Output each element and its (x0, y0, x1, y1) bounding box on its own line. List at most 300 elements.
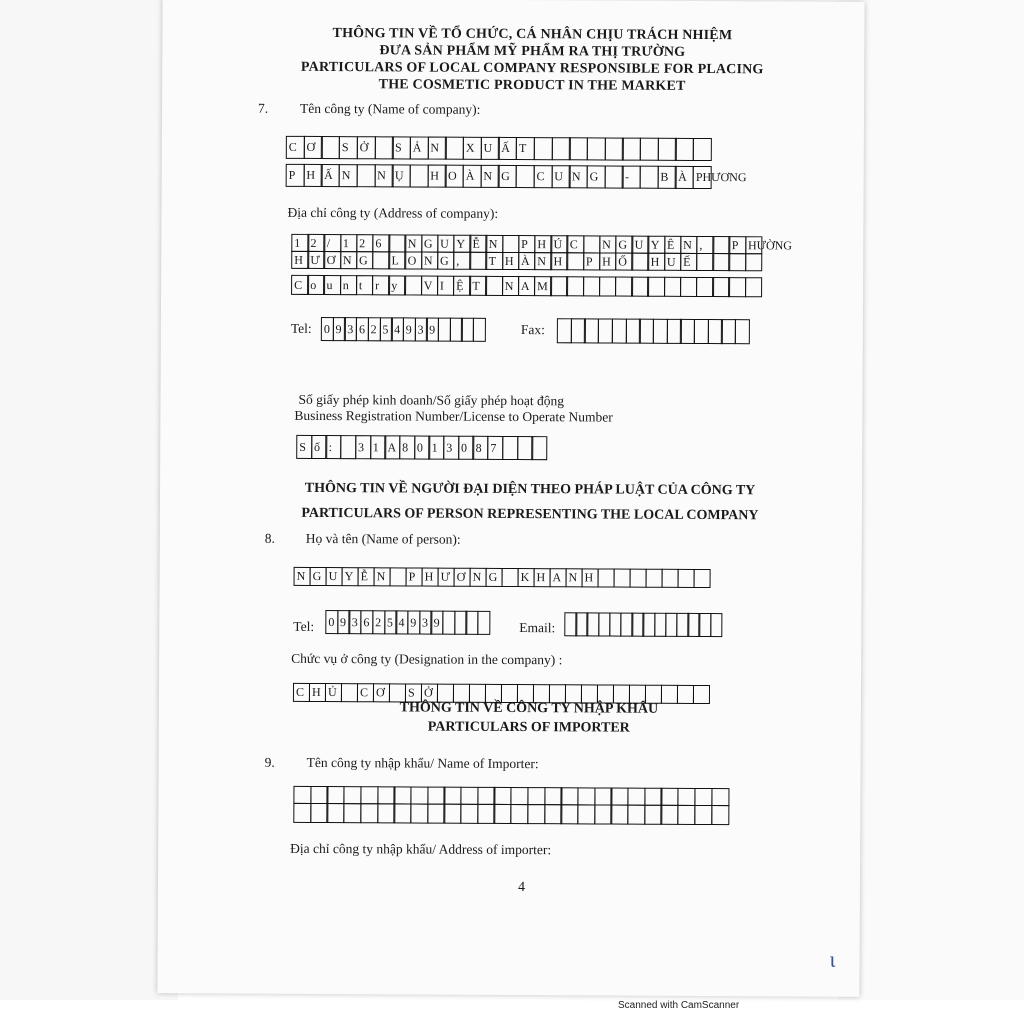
form-char-box: H (291, 251, 309, 269)
form-char-box (622, 138, 641, 161)
document-page (157, 0, 864, 997)
form-char-box: 3 (414, 317, 427, 341)
form-char-box: Ê (664, 236, 682, 254)
form-char-box: 1 (370, 435, 386, 459)
form-char-box: Ố (615, 253, 633, 271)
form-char-box (640, 166, 659, 189)
form-char-box: G (310, 567, 327, 586)
form-char-box: Ơ (303, 136, 322, 159)
form-char-box (394, 786, 412, 804)
form-char-box (372, 251, 390, 269)
form-char-box (293, 786, 311, 804)
form-char-box: O (445, 165, 464, 188)
form-char-box (640, 138, 659, 161)
form-char-box: N (421, 252, 439, 270)
form-char-box (677, 805, 695, 825)
person-tel-grid[interactable] (325, 610, 490, 635)
form-char-box (531, 436, 547, 460)
company-address-grid-row3[interactable] (291, 275, 762, 297)
form-char-box (561, 804, 579, 824)
form-char-box: n (340, 275, 358, 295)
form-char-box: HƯỜNG (745, 236, 763, 254)
form-char-box: S (296, 435, 312, 459)
form-char-box (604, 165, 623, 188)
form-char-box: Ú (551, 235, 569, 253)
form-char-box (567, 276, 585, 296)
form-char-box: G (615, 236, 633, 254)
form-char-box: N (427, 137, 446, 160)
form-char-box (614, 569, 631, 588)
form-char-box: 8 (399, 435, 415, 459)
form-char-box: N (566, 568, 583, 587)
form-char-box: U (551, 165, 570, 188)
form-char-box: P (518, 235, 536, 253)
form-char-box: N (340, 251, 358, 269)
form-char-box: - (622, 166, 641, 189)
company-name-grid-row1[interactable] (286, 136, 712, 161)
form-char-box: G (587, 165, 606, 188)
form-char-box (477, 611, 490, 635)
form-char-box (696, 277, 714, 297)
form-char-box (577, 804, 595, 824)
form-char-box (477, 787, 495, 805)
company-tel-label: Tel: (290, 320, 312, 336)
form-char-box (631, 277, 649, 297)
form-char-box: G (437, 252, 455, 270)
form-char-box: Ơ (454, 568, 471, 587)
form-char-box: N (374, 164, 393, 187)
form-char-box: 2 (307, 234, 325, 252)
form-char-box (516, 165, 535, 188)
form-char-box (340, 435, 356, 459)
form-char-box (517, 436, 533, 460)
form-char-box: N (599, 235, 617, 253)
company-fax-label: Fax: (520, 322, 545, 338)
license-label-vi: Số giấy phép kinh doanh/Số giấy phép hoạt động (298, 391, 565, 409)
person-name-label: Họ và tên (Name of person): (305, 530, 461, 547)
form-char-box: 9 (333, 317, 346, 341)
form-char-box: C (533, 165, 552, 188)
form-char-box: 5 (384, 610, 397, 634)
form-char-box: 3 (349, 610, 362, 634)
item-number-9: 9. (264, 754, 275, 770)
form-char-box: G (356, 251, 374, 269)
form-char-box (485, 276, 503, 296)
form-char-box (587, 137, 606, 160)
form-char-box: Ụ (392, 164, 411, 187)
form-char-box (534, 137, 553, 160)
form-char-box: H (534, 568, 551, 587)
header-line-1: THÔNG TIN VỀ TỔ CHỨC, CÁ NHÂN CHỊU TRÁCH NHIỆM (332, 26, 733, 44)
form-char-box: 1 (291, 234, 309, 252)
form-char-box (502, 568, 519, 587)
form-char-box: 6 (356, 317, 369, 341)
form-char-box (627, 788, 645, 806)
form-char-box (527, 804, 545, 824)
form-char-box (694, 569, 711, 588)
form-char-box: Ư (307, 251, 325, 269)
form-char-box (469, 252, 487, 270)
form-char-box (360, 786, 378, 804)
form-char-box: H (309, 683, 326, 702)
handwritten-mark: ɩ (829, 946, 836, 972)
company-address-grid-row2[interactable] (291, 251, 762, 271)
form-char-box: H (582, 568, 599, 587)
scanner-watermark: Scanned with CamScanner (618, 1000, 740, 1011)
form-char-box (544, 787, 562, 805)
form-char-box (583, 235, 601, 253)
form-char-box: Ơ (324, 251, 342, 269)
form-char-box (377, 786, 395, 804)
form-char-box (310, 786, 328, 804)
form-char-box: Y (342, 567, 359, 586)
header-line-2: ĐƯA SẢN PHẨM MỸ PHẨM RA THỊ TRƯỜNG (379, 43, 686, 60)
form-char-box: P (406, 567, 423, 586)
form-char-box: Ư (438, 568, 455, 587)
form-char-box (711, 805, 729, 825)
form-char-box (494, 787, 512, 805)
form-char-box: 0 (321, 317, 334, 341)
form-char-box: 2 (372, 610, 385, 634)
form-char-box: C (293, 683, 310, 702)
header-line-4: THE COSMETIC PRODUCT IN THE MARKET (378, 77, 686, 94)
form-char-box: Ễ (470, 235, 488, 253)
form-char-box: o (307, 275, 325, 295)
form-char-box (599, 276, 617, 296)
company-name-grid-row2[interactable] (286, 164, 747, 189)
form-char-box: t (356, 275, 374, 295)
form-char-box (569, 137, 588, 160)
form-char-box (410, 164, 429, 187)
form-char-box: P (286, 164, 305, 187)
form-char-box: T (486, 252, 504, 270)
form-char-box (343, 803, 361, 823)
form-char-box: 3 (344, 317, 357, 341)
form-char-box (745, 277, 763, 297)
form-char-box (404, 275, 422, 295)
item-number-7: 7. (257, 100, 269, 116)
form-char-box (527, 787, 545, 805)
form-char-box: 9 (403, 317, 416, 341)
form-char-box (310, 803, 328, 823)
form-char-box (444, 787, 462, 805)
form-char-box: H (599, 252, 617, 270)
form-char-box (567, 252, 585, 270)
importer-name-grid-row2[interactable] (293, 803, 729, 825)
scan-background-left (0, 0, 178, 1000)
form-char-box (661, 805, 679, 825)
form-char-box: 6 (372, 234, 390, 252)
license-number-grid[interactable] (296, 435, 547, 460)
importer-section-title-en: PARTICULARS OF IMPORTER (427, 719, 630, 736)
form-char-box: 9 (337, 610, 350, 634)
form-char-box: H (502, 252, 520, 270)
form-char-box (680, 277, 698, 297)
form-char-box (583, 276, 601, 296)
form-char-box (377, 803, 395, 823)
form-char-box: 2 (368, 317, 381, 341)
form-char-box: 4 (391, 317, 404, 341)
importer-address-label: Địa chỉ công ty nhập khẩu/ Address of importer: (290, 840, 552, 858)
form-char-box (712, 277, 730, 297)
form-char-box (598, 568, 615, 587)
form-char-box: 0 (414, 435, 430, 459)
form-char-box (410, 786, 428, 804)
form-char-box (577, 787, 595, 805)
form-char-box: U (326, 567, 343, 586)
form-char-box: N (569, 165, 588, 188)
item-number-8: 8. (264, 530, 275, 546)
form-char-box: U (664, 253, 682, 271)
form-char-box (630, 569, 647, 588)
form-char-box: N (480, 165, 499, 188)
person-name-grid[interactable] (294, 567, 711, 588)
form-char-box (644, 788, 662, 806)
form-char-box (494, 804, 512, 824)
form-char-box (694, 788, 712, 806)
form-char-box: I (437, 276, 455, 296)
form-char-box (510, 804, 528, 824)
form-char-box (394, 803, 412, 823)
form-char-box: Ấ (498, 137, 517, 160)
form-char-box: / (324, 234, 342, 252)
form-char-box: C (567, 235, 585, 253)
form-char-box: N (339, 164, 358, 187)
form-char-box: T (516, 137, 535, 160)
form-char-box: H (303, 164, 322, 187)
form-char-box (293, 803, 311, 823)
form-char-box: P (583, 252, 601, 270)
form-char-box (678, 788, 696, 806)
form-char-box: U (437, 235, 455, 253)
importer-name-label: Tên công ty nhập khẩu/ Name of Importer: (306, 754, 539, 772)
form-char-box: 9 (407, 610, 420, 634)
form-char-box: 3 (355, 435, 371, 459)
form-char-box (551, 137, 570, 160)
form-char-box: N (486, 235, 504, 253)
form-char-box (631, 253, 649, 271)
company-tel-grid[interactable] (321, 317, 486, 342)
form-char-box: G (498, 165, 517, 188)
form-char-box: H (534, 235, 552, 253)
representative-section-title-vi: THÔNG TIN VỀ NGƯỜI ĐẠI DIỆN THEO PHÁP LUẬT CỦA CÔNG TY (304, 480, 756, 499)
form-char-box (502, 235, 520, 253)
form-char-box (693, 138, 712, 161)
form-char-box: N (405, 234, 423, 252)
form-char-box (664, 277, 682, 297)
form-char-box (745, 253, 763, 271)
form-char-box: , (453, 252, 471, 270)
form-char-box: : (326, 435, 342, 459)
form-char-box (444, 804, 462, 824)
form-char-box: C (286, 136, 305, 159)
form-char-box: 8 (473, 436, 489, 460)
form-char-box: 3 (419, 611, 432, 635)
form-char-box: 6 (360, 610, 373, 634)
form-char-box (646, 569, 663, 588)
form-char-box: 9 (431, 611, 444, 635)
form-char-box: T (469, 276, 487, 296)
form-char-box (344, 786, 362, 804)
form-char-box: X (463, 137, 482, 160)
company-fax-grid[interactable] (557, 318, 750, 344)
form-char-box (427, 804, 445, 824)
form-char-box: Y (453, 235, 471, 253)
form-char-box (627, 805, 645, 825)
form-char-box: N (502, 276, 520, 296)
form-char-box: 4 (396, 610, 409, 634)
form-char-box (678, 569, 695, 588)
form-char-box: À (463, 165, 482, 188)
form-char-box: Ệ (453, 276, 471, 296)
form-char-box (410, 803, 428, 823)
page-number: 4 (517, 880, 525, 896)
form-char-box (356, 164, 375, 187)
form-char-box (712, 253, 730, 271)
form-char-box: A (518, 276, 536, 296)
form-char-box (460, 787, 478, 805)
form-char-box: u (323, 275, 341, 295)
form-char-box: C (291, 275, 309, 295)
form-char-box (696, 253, 714, 271)
form-char-box (711, 788, 729, 806)
form-char-box: U (481, 137, 500, 160)
form-char-box (445, 137, 464, 160)
form-char-box: N (470, 568, 487, 587)
form-char-box: N (294, 567, 311, 586)
form-char-box: G (421, 235, 439, 253)
form-char-box: 3 (443, 436, 459, 460)
form-char-box: N (534, 252, 552, 270)
form-char-box (511, 787, 529, 805)
form-char-box: 0 (325, 610, 338, 634)
form-char-box: À (675, 166, 694, 189)
form-char-box: PHƯƠNG (693, 166, 712, 189)
form-char-box: V (421, 276, 439, 296)
form-char-box (427, 787, 445, 805)
header-line-3: PARTICULARS OF LOCAL COMPANY RESPONSIBLE FOR PLACING (300, 59, 764, 78)
form-char-box: 1 (340, 234, 358, 252)
form-char-box (713, 236, 731, 254)
form-char-box: 2 (356, 234, 374, 252)
designation-label: Chức vụ ở công ty (Designation in the company) : (291, 650, 563, 668)
form-char-box: H (427, 165, 446, 188)
form-char-box (611, 805, 629, 825)
form-char-box (658, 138, 677, 161)
form-char-box: G (486, 568, 503, 587)
form-char-box: Ở (357, 136, 376, 159)
form-char-box: 7 (487, 436, 503, 460)
form-char-box: y (388, 275, 406, 295)
form-char-box (374, 136, 393, 159)
form-char-box: S (392, 136, 411, 159)
form-char-box (594, 804, 612, 824)
company-name-label: Tên công ty (Name of company): (299, 100, 481, 117)
form-char-box (615, 277, 633, 297)
form-char-box: K (518, 568, 535, 587)
form-char-box: H (550, 252, 568, 270)
form-char-box: Ả (410, 136, 429, 159)
form-char-box: H (648, 253, 666, 271)
scan-background-right (838, 0, 1024, 1000)
representative-section-title-en: PARTICULARS OF PERSON REPRESENTING THE LOCAL COMPANY (301, 505, 759, 524)
form-char-box (648, 277, 666, 297)
form-char-box (644, 805, 662, 825)
form-char-box (321, 136, 340, 159)
form-char-box (327, 803, 345, 823)
form-char-box: r (372, 275, 390, 295)
form-char-box: 1 (429, 436, 445, 460)
form-char-box: L (388, 251, 406, 269)
form-char-box (662, 569, 679, 588)
importer-section-title-vi: THÔNG TIN VỀ CÔNG TY NHẬP KHẨU (399, 700, 659, 717)
person-tel-label: Tel: (293, 618, 315, 634)
form-char-box: U (632, 236, 650, 254)
form-char-box: 9 (426, 318, 439, 342)
form-char-box (550, 276, 568, 296)
form-char-box (360, 803, 378, 823)
form-char-box: À (518, 252, 536, 270)
company-address-label: Địa chỉ công ty (Address of company): (287, 204, 499, 221)
form-char-box: A (550, 568, 567, 587)
form-char-box (611, 788, 629, 806)
form-char-box (729, 277, 747, 297)
form-char-box: Ủ (325, 683, 342, 702)
form-char-box (502, 436, 518, 460)
form-char-box (661, 788, 679, 806)
form-char-box (675, 138, 694, 161)
form-char-box: 0 (458, 436, 474, 460)
person-email-grid[interactable] (564, 612, 722, 637)
header (282, 25, 782, 96)
form-char-box (604, 137, 623, 160)
form-char-box (544, 804, 562, 824)
form-char-box (327, 786, 345, 804)
form-char-box (710, 613, 723, 637)
form-char-box: H (422, 568, 439, 587)
form-char-box (729, 253, 747, 271)
form-char-box: A (384, 435, 400, 459)
form-char-box: Ế (680, 253, 698, 271)
form-char-box: Ấ (321, 164, 340, 187)
form-char-box (473, 318, 486, 342)
form-char-box: N (680, 236, 698, 254)
form-char-box: M (534, 276, 552, 296)
form-char-box (594, 787, 612, 805)
license-label-en: Business Registration Number/License to Operate Number (294, 407, 613, 425)
form-char-box (390, 567, 407, 586)
form-char-box: O (405, 251, 423, 269)
form-char-box: Y (648, 236, 666, 254)
person-email-label: Email: (519, 620, 556, 636)
form-char-box: S (405, 683, 422, 702)
form-char-box (735, 319, 750, 344)
form-char-box (561, 787, 579, 805)
form-char-box: Ở (421, 684, 438, 703)
form-char-box: C (357, 683, 374, 702)
form-char-box (477, 804, 495, 824)
form-char-box: S (339, 136, 358, 159)
form-char-box: , (696, 236, 714, 254)
form-char-box: ố (311, 435, 327, 459)
form-char-box: B (657, 166, 676, 189)
form-char-box: 5 (379, 317, 392, 341)
form-char-box (694, 805, 712, 825)
form-char-box: N (374, 567, 391, 586)
form-char-box (389, 234, 407, 252)
form-char-box: Ễ (358, 567, 375, 586)
form-char-box: Ơ (373, 683, 390, 702)
